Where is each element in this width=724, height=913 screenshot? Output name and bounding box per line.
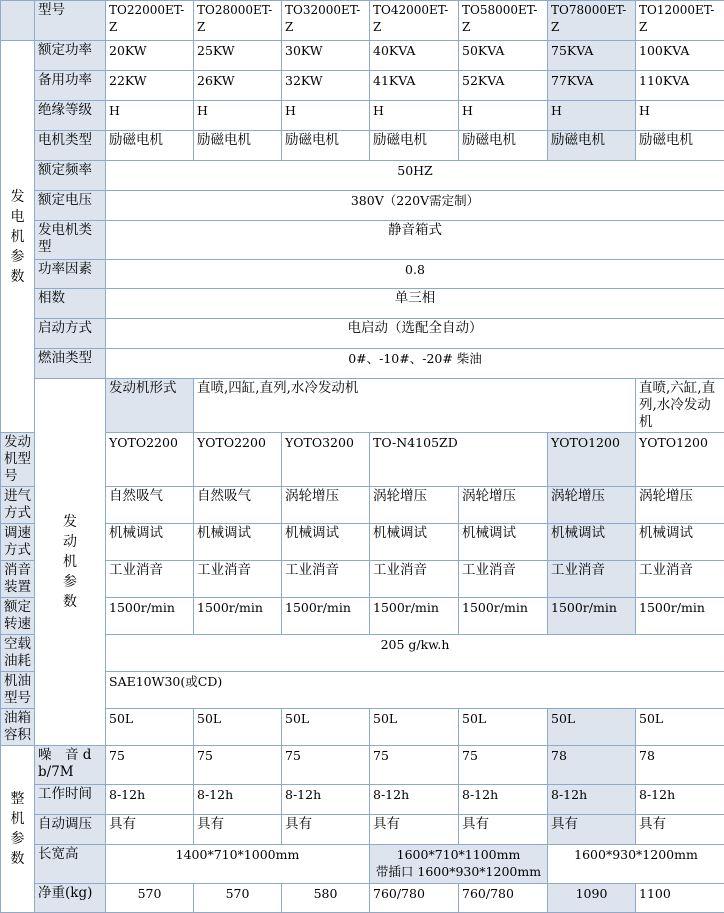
table-cell: 26KW — [194, 71, 282, 101]
table-cell: 励磁电机 — [106, 131, 194, 161]
table-row — [1, 746, 724, 785]
table-cell: 78 — [636, 746, 724, 785]
table-cell: 励磁电机 — [194, 131, 282, 161]
row-label: 噪 音 db/7M — [35, 746, 106, 785]
table-cell: 75 — [370, 746, 459, 785]
table-cell: 1500r/min — [636, 598, 724, 635]
table-cell: 8-12h — [370, 785, 459, 815]
table-cell: 机械调试 — [548, 524, 636, 561]
table-row — [1, 635, 724, 672]
table-cell: 760/780 — [370, 884, 459, 913]
table-row — [1, 260, 724, 289]
table-cell: 570 — [106, 884, 194, 913]
model-cell: TO22000ET-Z — [106, 1, 194, 41]
table-cell: YOTO2200 — [106, 433, 194, 487]
table-cell: 工业消音 — [194, 561, 282, 598]
table-cell: 8-12h — [106, 785, 194, 815]
row-label: 空载油耗 — [1, 635, 35, 672]
table-cell: 电启动（选配全自动） — [106, 319, 724, 349]
table-row — [1, 379, 724, 433]
table-cell: 励磁电机 — [459, 131, 548, 161]
table-cell: 静音箱式 — [106, 221, 724, 260]
table-cell: 50HZ — [106, 161, 724, 191]
table-row — [1, 598, 724, 635]
row-label: 净重(kg) — [35, 884, 106, 913]
row-label: 发动机型号 — [1, 433, 35, 487]
row-label: 启动方式 — [35, 319, 106, 349]
table-cell: 570 — [194, 884, 282, 913]
table-cell: 涡轮增压 — [370, 487, 459, 524]
table-row — [1, 161, 724, 191]
row-label: 额定频率 — [35, 161, 106, 191]
table-cell: H — [370, 101, 459, 131]
row-label: 额定功率 — [35, 41, 106, 71]
table-cell: 77KVA — [548, 71, 636, 101]
table-cell: 50L — [459, 709, 548, 746]
table-cell: 机械调试 — [106, 524, 194, 561]
table-cell: 1500r/min — [194, 598, 282, 635]
table-row — [1, 785, 724, 815]
table-row — [1, 319, 724, 349]
table-cell: 20KW — [106, 41, 194, 71]
row-label: 调速方式 — [1, 524, 35, 561]
table-cell: 具有 — [636, 815, 724, 845]
table-cell: 110KVA — [636, 71, 724, 101]
header-label: 型号 — [35, 1, 106, 41]
model-cell: TO32000ET-Z — [282, 1, 370, 41]
table-cell: 工业消音 — [370, 561, 459, 598]
table-cell: 8-12h — [282, 785, 370, 815]
table-cell: 580 — [282, 884, 370, 913]
row-label: 机油型号 — [1, 672, 35, 709]
table-cell: 8-12h — [548, 785, 636, 815]
table-cell: 1500r/min — [282, 598, 370, 635]
table-row — [1, 524, 724, 561]
table-row — [1, 884, 724, 913]
row-label: 备用功率 — [35, 71, 106, 101]
section-generator: 发电机参数 — [1, 41, 35, 433]
table-cell: 具有 — [282, 815, 370, 845]
table-cell: 励磁电机 — [282, 131, 370, 161]
table-cell: 52KVA — [459, 71, 548, 101]
table-cell: 工业消音 — [548, 561, 636, 598]
row-label: 功率因素 — [35, 260, 106, 289]
model-cell: TO42000ET-Z — [370, 1, 459, 41]
table-cell: 22KW — [106, 71, 194, 101]
table-row — [1, 131, 724, 161]
table-cell: 具有 — [370, 815, 459, 845]
table-cell: 25KW — [194, 41, 282, 71]
table-cell: 1600*930*1200mm — [548, 845, 724, 884]
table-row — [1, 815, 724, 845]
table-cell: 具有 — [459, 815, 548, 845]
table-cell: 100KVA — [636, 41, 724, 71]
table-row — [1, 191, 724, 221]
table-cell: 机械调试 — [282, 524, 370, 561]
table-cell: H — [106, 101, 194, 131]
table-cell: 1500r/min — [548, 598, 636, 635]
table-cell: 0.8 — [106, 260, 724, 289]
model-cell: TO12000ET-Z — [636, 1, 724, 41]
row-label: 长宽高 — [35, 845, 106, 884]
table-cell: 8-12h — [194, 785, 282, 815]
table-row — [1, 487, 724, 524]
table-cell: 单三相 — [106, 289, 724, 319]
table-cell: H — [636, 101, 724, 131]
model-cell: TO28000ET-Z — [194, 1, 282, 41]
table-cell: 机械调试 — [370, 524, 459, 561]
table-cell: 50L — [282, 709, 370, 746]
table-row — [1, 709, 724, 746]
table-cell: 机械调试 — [636, 524, 724, 561]
table-cell: 75KVA — [548, 41, 636, 71]
table-cell: H — [194, 101, 282, 131]
table-row — [1, 845, 724, 884]
table-cell: 工业消音 — [459, 561, 548, 598]
table-cell: YOTO1200 — [548, 433, 636, 487]
table-cell: 励磁电机 — [370, 131, 459, 161]
table-cell: 78 — [548, 746, 636, 785]
table-cell: 50KVA — [459, 41, 548, 71]
table-cell: 32KW — [282, 71, 370, 101]
table-cell: 0#、-10#、-20# 柴油 — [106, 349, 724, 379]
table-cell: 75 — [106, 746, 194, 785]
row-label: 相数 — [35, 289, 106, 319]
table-cell: 涡轮增压 — [548, 487, 636, 524]
table-cell: 涡轮增压 — [636, 487, 724, 524]
table-cell: 自然吸气 — [106, 487, 194, 524]
table-cell: 机械调试 — [194, 524, 282, 561]
table-row — [1, 561, 724, 598]
table-cell: YOTO1200 — [636, 433, 724, 487]
table-row — [1, 433, 724, 487]
row-label: 进气方式 — [1, 487, 35, 524]
table-cell: 工业消音 — [106, 561, 194, 598]
row-label: 发电机类型 — [35, 221, 106, 260]
table-cell: 自然吸气 — [194, 487, 282, 524]
table-cell: 50L — [370, 709, 459, 746]
row-label: 发动机形式 — [106, 379, 194, 433]
table-cell: H — [282, 101, 370, 131]
table-cell: 涡轮增压 — [459, 487, 548, 524]
table-row — [1, 289, 724, 319]
row-label: 电机类型 — [35, 131, 106, 161]
table-row — [1, 221, 724, 260]
header-row — [1, 1, 724, 41]
table-cell: YOTO2200 — [194, 433, 282, 487]
table-cell: 直喷,四缸,直列,水冷发动机 — [194, 379, 636, 433]
row-label: 自动调压 — [35, 815, 106, 845]
table-cell: 具有 — [194, 815, 282, 845]
table-row — [1, 41, 724, 71]
table-cell: 50L — [548, 709, 636, 746]
row-label: 油箱容积 — [1, 709, 35, 746]
row-label: 额定转速 — [1, 598, 35, 635]
table-cell: 工业消音 — [636, 561, 724, 598]
table-cell: 励磁电机 — [548, 131, 636, 161]
table-cell: 1500r/min — [370, 598, 459, 635]
table-cell: 75 — [282, 746, 370, 785]
table-row — [1, 349, 724, 379]
row-label: 燃油类型 — [35, 349, 106, 379]
table-cell: 1500r/min — [106, 598, 194, 635]
row-label: 消音装置 — [1, 561, 35, 598]
model-cell: TO58000ET-Z — [459, 1, 548, 41]
section-engine: 发动机参数 — [35, 379, 106, 746]
row-label: 绝缘等级 — [35, 101, 106, 131]
table-cell: 8-12h — [459, 785, 548, 815]
table-cell: 75 — [459, 746, 548, 785]
table-cell: 50L — [636, 709, 724, 746]
table-cell: SAE10W30(或CD) — [106, 672, 724, 709]
table-cell: 380V（220V需定制） — [106, 191, 724, 221]
table-cell: 30KW — [282, 41, 370, 71]
row-label: 工作时间 — [35, 785, 106, 815]
table-cell: 具有 — [548, 815, 636, 845]
table-cell: 机械调试 — [459, 524, 548, 561]
table-cell: 励磁电机 — [636, 131, 724, 161]
table-cell: 1500r/min — [459, 598, 548, 635]
table-cell: 50L — [106, 709, 194, 746]
table-cell: 8-12h — [636, 785, 724, 815]
table-cell: 1090 — [548, 884, 636, 913]
section-machine: 整机参数 — [1, 746, 35, 913]
table-cell: 工业消音 — [282, 561, 370, 598]
table-row — [1, 101, 724, 131]
row-label: 额定电压 — [35, 191, 106, 221]
table-cell: 1600*710*1100mm 带插口 1600*930*1200mm — [370, 845, 548, 884]
table-cell: 75 — [194, 746, 282, 785]
table-cell: 41KVA — [370, 71, 459, 101]
table-row — [1, 672, 724, 709]
table-cell: 直喷,六缸,直列,水冷发动机 — [636, 379, 724, 433]
table-cell: 50L — [194, 709, 282, 746]
table-cell: 具有 — [106, 815, 194, 845]
table-cell: 1400*710*1000mm — [106, 845, 370, 884]
table-cell: 1100 — [636, 884, 724, 913]
table-cell: H — [548, 101, 636, 131]
table-cell: 40KVA — [370, 41, 459, 71]
table-cell: TO-N4105ZD — [370, 433, 548, 487]
table-cell: H — [459, 101, 548, 131]
table-cell: 205 g/kw.h — [106, 635, 724, 672]
table-cell: 涡轮增压 — [282, 487, 370, 524]
table-row — [1, 71, 724, 101]
table-cell: YOTO3200 — [282, 433, 370, 487]
table-cell: 760/780 — [459, 884, 548, 913]
model-cell: TO78000ET-Z — [548, 1, 636, 41]
